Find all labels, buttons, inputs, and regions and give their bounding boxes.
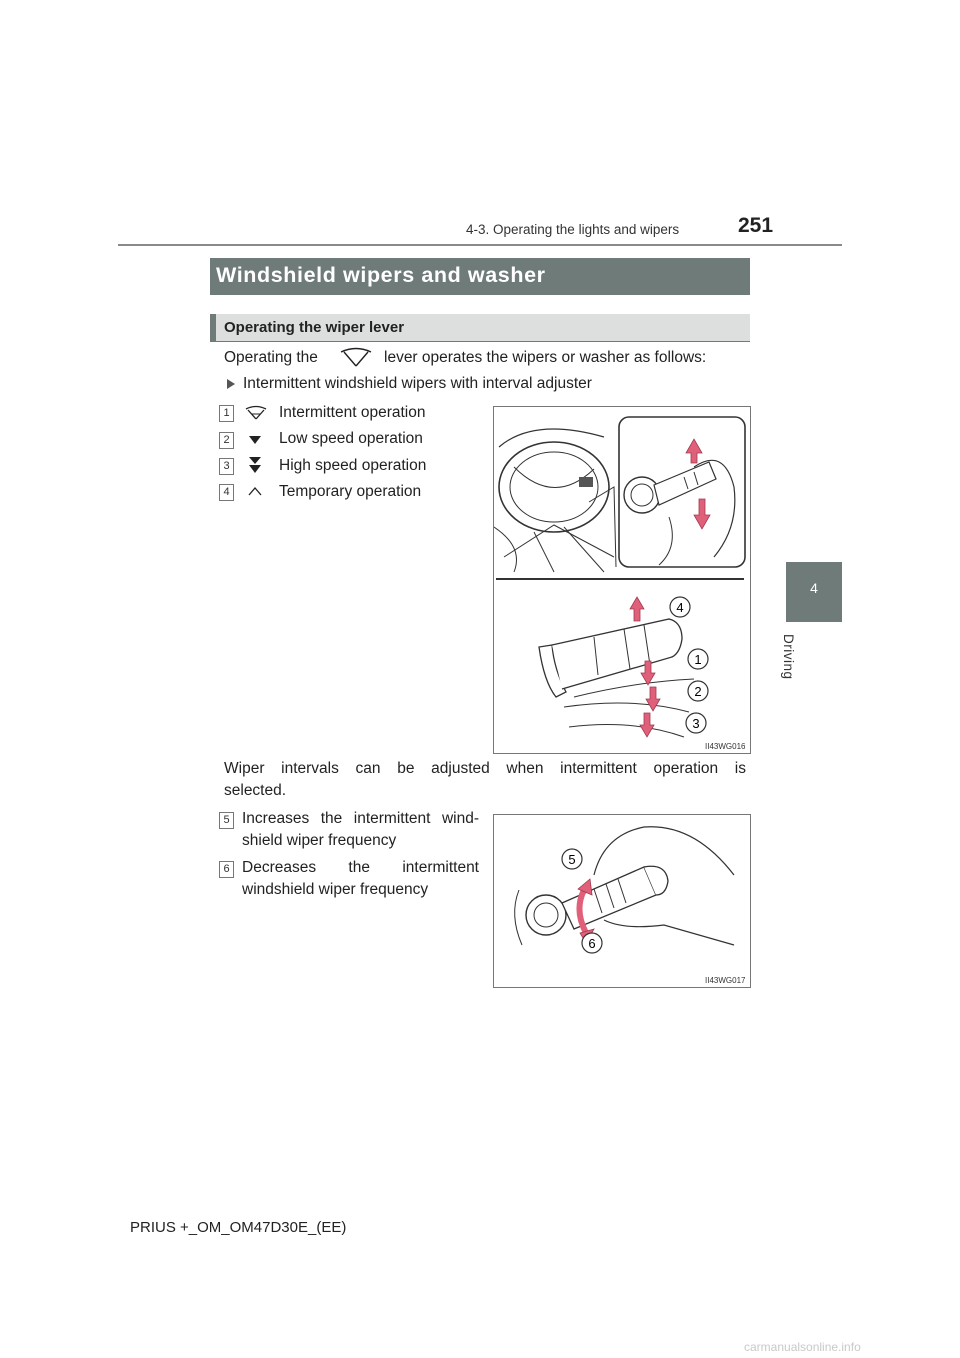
item-number: 2 <box>219 432 234 449</box>
adjust-text-line2: shield wiper frequency <box>242 832 397 849</box>
interval-adjuster-illustration <box>494 815 750 987</box>
item-number: 3 <box>219 458 234 475</box>
subtitle-accent <box>210 314 216 342</box>
figure-interval-adjuster <box>493 814 751 988</box>
adjust-text-line1: Decreases the intermittent <box>242 859 479 876</box>
bullet-text: Intermittent windshield wipers with interval adjuster <box>243 375 592 392</box>
subtitle: Operating the wiper lever <box>224 319 405 336</box>
operation-label: Low speed operation <box>279 430 423 447</box>
operation-label: High speed operation <box>279 457 427 474</box>
callout-3: 3 <box>692 716 700 731</box>
header-rule <box>118 244 842 246</box>
figure-wiper-lever <box>493 406 751 754</box>
operation-label: Intermittent operation <box>279 404 426 421</box>
callout-1: 1 <box>694 652 702 667</box>
operation-label: Temporary operation <box>279 483 422 500</box>
footer-doc-id: PRIUS +_OM_OM47D30E_(EE) <box>130 1219 347 1236</box>
figure-code: II43WG016 <box>705 742 746 751</box>
bullet-triangle-icon <box>226 378 236 390</box>
figure-code: II43WG017 <box>705 976 746 985</box>
item-number: 5 <box>219 812 234 829</box>
chapter-number: 4 <box>810 580 818 596</box>
item-number: 6 <box>219 861 234 878</box>
callout-2: 2 <box>694 684 702 699</box>
low-speed-arrow-icon <box>248 435 262 445</box>
page-title: Windshield wipers and washer <box>216 263 546 287</box>
intro-before: Operating the <box>224 349 318 366</box>
temporary-arrow-icon <box>248 486 262 496</box>
interval-note-line2: selected. <box>224 782 287 799</box>
intro-after: lever operates the wipers or washer as follows: <box>384 349 707 366</box>
section-title: 4-3. Operating the lights and wipers <box>466 222 680 237</box>
adjust-text-line2: windshield wiper frequency <box>242 881 429 898</box>
item-number: 4 <box>219 484 234 501</box>
watermark: carmanualsonline.info <box>744 1340 861 1354</box>
chapter-label: Driving <box>781 634 796 680</box>
adjust-text-line1: Increases the intermittent wind- <box>242 810 479 827</box>
high-speed-arrow-icon <box>248 456 262 474</box>
callout-5: 5 <box>568 852 576 867</box>
interval-note-line1: Wiper intervals can be adjusted when intermittent operation is <box>224 760 746 777</box>
callout-4: 4 <box>676 600 684 615</box>
page-number: 251 <box>738 214 774 237</box>
intermittent-wiper-icon <box>244 405 268 421</box>
item-number: 1 <box>219 405 234 422</box>
callout-6: 6 <box>588 936 596 951</box>
wiper-lever-illustration <box>494 407 750 753</box>
wiper-lever-icon <box>338 346 374 368</box>
